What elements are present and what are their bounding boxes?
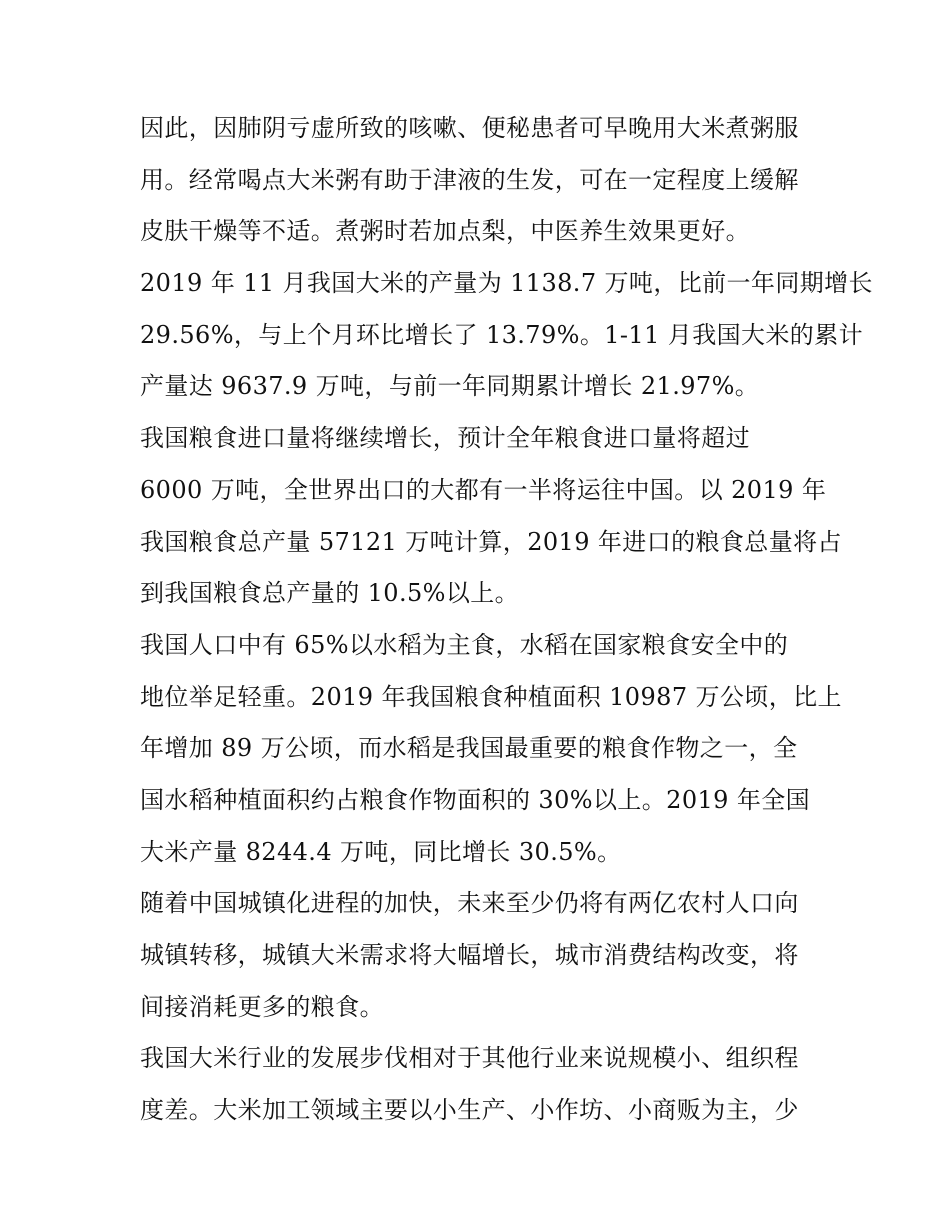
document-body xyxy=(140,103,873,1137)
paragraph-rice-output-2019 xyxy=(140,258,873,413)
text-line: 2019 年 11 月我国大米的产量为 1138.7 万吨，比前一年同期增长 xyxy=(140,269,873,298)
paragraph-rice-health xyxy=(140,103,830,258)
text-line: 国水稻种植面积约占粮食作物面积的 30%以上。2019 年全国 xyxy=(140,785,811,814)
text-line: 我国大米行业的发展步伐相对于其他行业来说规模小、组织程 xyxy=(140,1044,799,1073)
text-line: 我国粮食总产量 57121 万吨计算，2019 年进口的粮食总量将占 xyxy=(140,527,842,556)
text-line: 我国人口中有 65%以水稻为主食，水稻在国家粮食安全中的 xyxy=(140,630,789,659)
text-line: 地位举足轻重。2019 年我国粮食种植面积 10987 万公顷，比上 xyxy=(140,682,842,711)
paragraph-grain-imports xyxy=(140,413,842,620)
text-line: 29.56%，与上个月环比增长了 13.79%。1-11 月我国大米的累计 xyxy=(140,320,863,349)
text-line: 产量达 9637.9 万吨，与前一年同期累计增长 21.97%。 xyxy=(140,372,760,401)
text-line: 我国粮食进口量将继续增长，预计全年粮食进口量将超过 xyxy=(140,424,750,453)
paragraph-industry-scale xyxy=(140,1033,830,1136)
text-line: 大米产量 8244.4 万吨，同比增长 30.5%。 xyxy=(140,837,622,866)
text-line: 皮肤干燥等不适。煮粥时若加点梨，中医养生效果更好。 xyxy=(140,217,750,246)
paragraph-rice-staple xyxy=(140,620,842,878)
text-line: 年增加 89 万公顷，而水稻是我国最重要的粮食作物之一，全 xyxy=(140,734,798,763)
text-line: 用。经常喝点大米粥有助于津液的生发，可在一定程度上缓解 xyxy=(140,165,799,194)
text-line: 度差。大米加工领域主要以小生产、小作坊、小商贩为主，少 xyxy=(140,1096,799,1125)
text-line: 随着中国城镇化进程的加快，未来至少仍将有两亿农村人口向 xyxy=(140,889,799,918)
text-line: 6000 万吨，全世界出口的大都有一半将运往中国。以 2019 年 xyxy=(140,475,827,504)
text-line: 间接消耗更多的粮食。 xyxy=(140,992,384,1021)
paragraph-urbanization xyxy=(140,878,830,1033)
text-line: 城镇转移，城镇大米需求将大幅增长，城市消费结构改变，将 xyxy=(140,941,799,969)
text-line: 因此，因肺阴亏虚所致的咳嗽、便秘患者可早晚用大米煮粥服 xyxy=(140,114,799,142)
text-line: 到我国粮食总产量的 10.5%以上。 xyxy=(140,579,520,608)
